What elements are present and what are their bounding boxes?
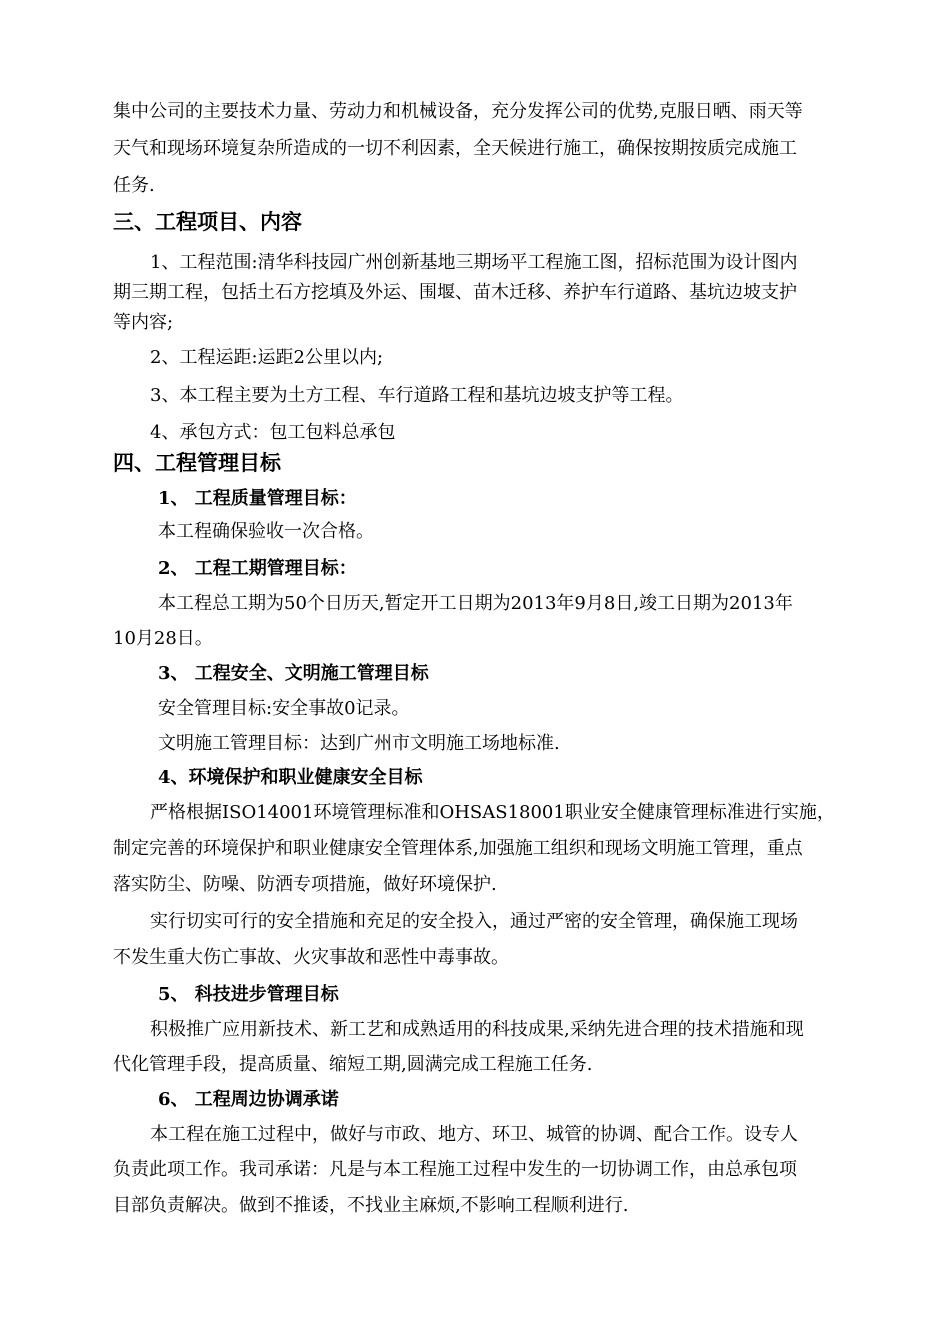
quality-goal-title: 1、 工程质量管理目标： <box>158 488 357 509</box>
quality-goal-text: 本工程确保验收一次合格。 <box>158 521 374 542</box>
schedule-goal-line-1: 本工程总工期为50个日历天,暂定开工日期为2013年9月8日,竣工日期为2013年 <box>158 593 793 614</box>
environment-p1-line-3: 落实防尘、防噪、防洒专项措施，做好环境保护. <box>113 874 497 895</box>
scope-line-3: 等内容; <box>113 312 174 333</box>
safety-goal-title: 3、 工程安全、文明施工管理目标 <box>158 663 429 684</box>
coordination-line-1: 本工程在施工过程中，做好与市政、地方、环卫、城管的协调、配合工作。设专人 <box>150 1124 798 1145</box>
environment-goal-title: 4、环境保护和职业健康安全目标 <box>158 767 423 788</box>
environment-p2-line-2: 不发生重大伤亡事故、火灾事故和恶性中毒事故。 <box>113 947 509 968</box>
section-4-heading: 四、工程管理目标 <box>113 450 281 475</box>
scope-line-2: 期三期工程，包括土石方挖填及外运、围堰、苗木迁移、养护车行道路、基坑边坡支护 <box>113 282 797 303</box>
coordination-line-3: 目部负责解决。做到不推诿，不找业主麻烦,不影响工程顺利进行. <box>113 1195 629 1216</box>
distance-item: 2、工程运距:运距2公里以内; <box>150 347 384 368</box>
contract-mode-item: 4、承包方式：包工包料总承包 <box>150 422 396 443</box>
environment-p1-line-1: 严格根据ISO14001环境管理标准和OHSAS18001职业安全健康管理标准进行实施， <box>150 802 835 823</box>
coordination-title: 6、 工程周边协调承诺 <box>158 1089 339 1110</box>
intro-line-2: 天气和现场环境复杂所造成的一切不利因素，全天候进行施工，确保按期按质完成施工 <box>113 138 797 159</box>
schedule-goal-line-2: 10月28日。 <box>113 628 213 649</box>
tech-progress-line-1: 积极推广应用新技术、新工艺和成熟适用的科技成果,采纳先进合理的技术措施和现 <box>150 1019 804 1040</box>
coordination-line-2: 负责此项工作。我司承诺：凡是与本工程施工过程中发生的一切协调工作，由总承包项 <box>113 1159 797 1180</box>
tech-progress-line-2: 代化管理手段，提高质量、缩短工期,圆满完成工程施工任务. <box>113 1054 593 1075</box>
tech-progress-title: 5、 科技进步管理目标 <box>158 984 339 1005</box>
scope-line-1: 1、工程范围:清华科技园广州创新基地三期场平工程施工图，招标范围为设计图内 <box>150 252 798 273</box>
safety-goal-text: 安全管理目标:安全事故0记录。 <box>158 698 410 719</box>
main-works-item: 3、本工程主要为土方工程、车行道路工程和基坑边坡支护等工程。 <box>150 385 684 406</box>
environment-p1-line-2: 制定完善的环境保护和职业健康安全管理体系,加强施工组织和现场文明施工管理，重点 <box>113 838 803 859</box>
intro-line-1: 集中公司的主要技术力量、劳动力和机械设备，充分发挥公司的优势,克服日晒、雨天等 <box>113 101 803 122</box>
section-3-heading: 三、工程项目、内容 <box>113 209 302 234</box>
environment-p2-line-1: 实行切实可行的安全措施和充足的安全投入，通过严密的安全管理，确保施工现场 <box>150 911 798 932</box>
intro-line-3: 任务. <box>113 175 155 196</box>
civilized-goal-text: 文明施工管理目标：达到广州市文明施工场地标准. <box>158 733 560 754</box>
schedule-goal-title: 2、 工程工期管理目标： <box>158 558 357 579</box>
